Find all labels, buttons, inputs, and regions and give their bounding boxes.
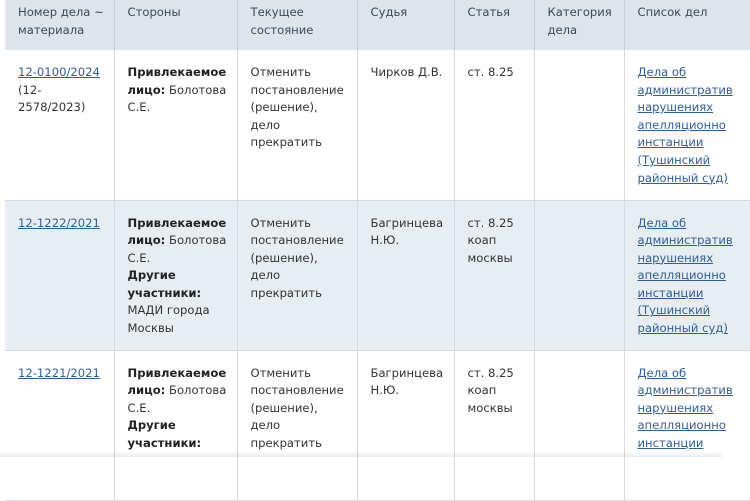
party-label: Другие участники: (127, 268, 202, 300)
case-list-cell (624, 50, 750, 200)
party-label: Привлекаемое лицо: (127, 215, 227, 248)
case-number-cell (5, 50, 114, 200)
case-list-cell (624, 350, 750, 500)
judge-cell: Багринцева Н.Ю. (357, 350, 454, 500)
party-value: МАДИ города Москвы (127, 303, 210, 336)
case-number-sub: (12-2578/2023) (18, 82, 86, 115)
category-cell (534, 50, 624, 200)
article-cell: ст. 8.25 коап москвы (454, 350, 534, 500)
scroll-edge-shadow (0, 451, 722, 457)
category-cell (534, 350, 624, 500)
case-number-link[interactable]: 12-1221/2021 (18, 365, 100, 380)
article-cell: ст. 8.25 коап москвы (454, 200, 534, 350)
header-article: Статья (454, 0, 534, 50)
case-list-link[interactable]: Дела об административ нарушениях апелляционно инстанции (637, 365, 733, 450)
header-case-list: Список дел (624, 0, 750, 50)
case-list-link[interactable]: Дела об административ нарушениях апелляционно инстанции (Тушинский районный суд) (637, 65, 733, 185)
header-parties: Стороны (114, 0, 237, 50)
judge-cell: Чирков Д.В. (357, 50, 454, 200)
party-value: Болотова С.Е. (127, 233, 227, 265)
state-cell: Отменить постановление (решение), дело прекратить (237, 350, 357, 500)
header-current-state: Текущее состояние (237, 0, 357, 50)
party-label: Привлекаемое лицо: (127, 65, 227, 97)
case-list-link[interactable]: Дела об административ нарушениях апелляционно инстанции (Тушинский районный суд) (637, 215, 733, 336)
case-number-cell (5, 350, 114, 500)
cases-table (5, 0, 750, 501)
article-cell: ст. 8.25 (454, 50, 534, 200)
parties-cell (114, 200, 237, 350)
parties-cell (114, 350, 237, 500)
parties-cell (114, 50, 237, 200)
header-case-number[interactable]: Номер дела ~ материала (5, 0, 114, 50)
case-number-link[interactable]: 12-0100/2024 (18, 65, 100, 79)
state-cell: Отменить постановление (решение), дело прекратить (237, 50, 357, 200)
case-number-cell (5, 200, 114, 350)
table-header (5, 0, 750, 50)
table-row (5, 200, 750, 350)
header-category: Категория дела (534, 0, 624, 50)
case-list-cell (624, 200, 750, 350)
header-judge: Судья (357, 0, 454, 50)
party-label: Привлекаемое лицо: (127, 365, 227, 398)
category-cell (534, 200, 624, 350)
state-cell: Отменить постановление (решение), дело прекратить (237, 200, 357, 350)
party-value: Болотова С.Е. (127, 383, 227, 415)
case-number-link[interactable]: 12-1222/2021 (18, 215, 100, 230)
table-row (5, 350, 750, 500)
table-row (5, 50, 750, 200)
party-label: Другие участники: (127, 418, 202, 450)
party-value: Болотова С.Е. (127, 82, 227, 115)
judge-cell: Багринцева Н.Ю. (357, 200, 454, 350)
